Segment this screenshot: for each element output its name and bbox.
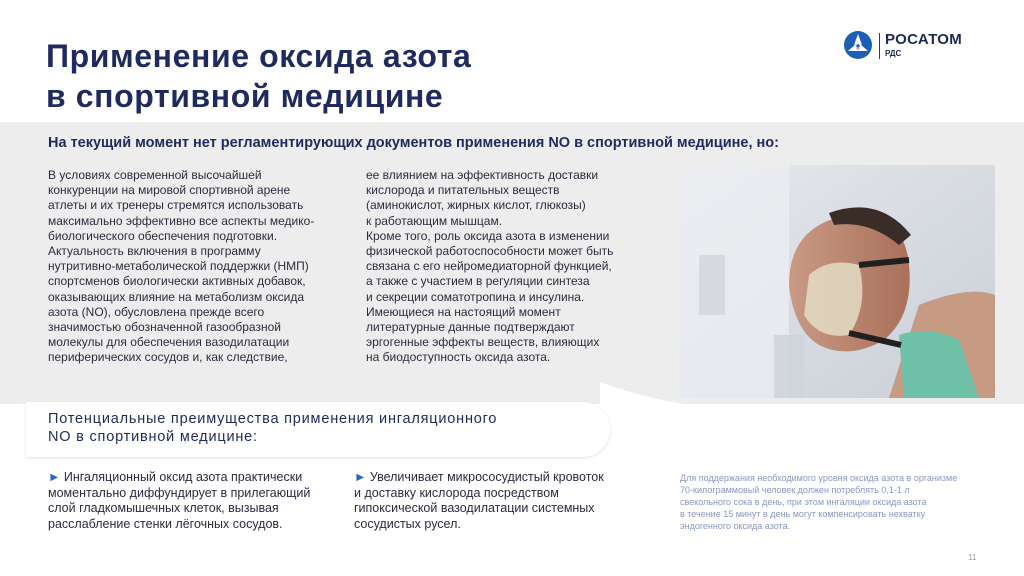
- note-line-1: Для поддержания необходимого уровня оксида азота в организме: [680, 473, 958, 483]
- left-line-7: нутритивно-метаболической поддержки (НМП): [48, 259, 309, 274]
- rosatom-logo: [843, 30, 993, 70]
- note-line-4: в течение 15 минут в день могут компенсировать нехватку: [680, 509, 926, 519]
- benefit-bullet-2: [354, 470, 604, 532]
- title-line-1: Применение оксида азота: [46, 38, 472, 74]
- text-column-left: [48, 168, 314, 366]
- mid-line-9: и секреции соматотропина и инсулина.: [366, 289, 585, 304]
- athlete-photo-illustration: [679, 165, 995, 398]
- left-line-1: В условиях современной высочайшей: [48, 168, 262, 182]
- left-line-12: молекулы для обеспечения вазодилатации: [48, 335, 290, 350]
- mid-line-7: связана с его нейромедиаторной функцией,: [366, 259, 612, 274]
- bullet-1-line-1: Ингаляционный оксид азота практически: [63, 470, 303, 484]
- bullet-2-line-4: сосудистых русел.: [354, 516, 461, 531]
- bullet-arrow-icon: ►: [354, 470, 367, 484]
- bullet-1-line-3: слой гладкомышечных клеток, вызывая: [48, 501, 279, 516]
- left-line-9: оказывающих влияние на метаболизм оксида: [48, 289, 305, 304]
- title-line-2: в спортивной медицине: [46, 78, 444, 114]
- page-title: [46, 36, 471, 116]
- mid-line-6: физической работоспособности может быть: [366, 244, 614, 259]
- athlete-breathing-mask-photo: [679, 165, 995, 398]
- note-line-2: 70-килограммовый человек должен потреблять 0,1-1 л: [680, 485, 910, 495]
- page-number: 11: [968, 553, 977, 562]
- mid-line-11: литературные данные подтверждают: [366, 320, 575, 335]
- logo-subtitle: РДС: [885, 49, 902, 58]
- left-line-5: биологического обеспечения подготовки.: [48, 228, 278, 243]
- bullet-1-line-4: расслабление стенки лёгочных сосудов.: [48, 516, 283, 531]
- mid-line-10: Имеющиеся на настоящий момент: [366, 304, 561, 319]
- text-column-middle: [366, 168, 613, 366]
- left-line-10: азота (NO), обусловлена прежде всего: [48, 304, 265, 319]
- left-line-6: Актуальность включения в программу: [48, 244, 261, 259]
- mid-line-4: к работающим мышцам.: [366, 213, 503, 228]
- left-line-13: периферических сосудов и, как следствие,: [48, 350, 288, 365]
- left-line-4: максимально эффективно все аспекты медико-: [48, 213, 315, 228]
- logo-name: РОСАТОМ: [885, 31, 963, 48]
- note-line-3: свекольного сока в день, при этом ингаляции оксида азота: [680, 497, 927, 507]
- mid-line-8: а также с участием в регуляции синтеза: [366, 274, 590, 289]
- mid-line-3: (аминокислот, жирных кислот, глюкозы): [366, 198, 586, 213]
- bullet-2-line-1: Увеличивает микрососудистый кровоток: [369, 470, 604, 484]
- mid-line-2: кислорода и питательных веществ: [366, 183, 560, 198]
- left-line-11: значимостью обозначенной газообразной: [48, 320, 281, 335]
- rosatom-atom-icon: [843, 30, 873, 60]
- mid-line-5: Кроме того, роль оксида азота в изменении: [366, 228, 610, 243]
- footnote: [680, 472, 957, 532]
- mid-line-13: на биодоступность оксида азота.: [366, 350, 551, 365]
- mid-line-12: эргогенные эффекты веществ, влияющих: [366, 335, 600, 350]
- benefits-heading-line-2: NO в спортивной медицине:: [48, 429, 258, 445]
- logo-divider: [879, 33, 880, 59]
- bullet-arrow-icon: ►: [48, 470, 61, 484]
- section-subtitle: На текущий момент нет регламентирующих документов применения NO в спортивной медицине, но:: [48, 135, 779, 151]
- slide-header: [0, 0, 1024, 134]
- note-line-5: эндогенного оксида азота.: [680, 521, 791, 531]
- left-line-8: спортсменов биологически активных добавок,: [48, 274, 306, 289]
- mid-line-1: ее влиянием на эффективность доставки: [366, 168, 599, 182]
- bullet-2-line-3: гипоксической вазодилатации системных: [354, 501, 595, 516]
- bullet-1-line-2: моментально диффундирует в прилегающий: [48, 485, 311, 500]
- benefits-heading: [48, 410, 497, 446]
- benefit-bullet-1: [48, 470, 310, 532]
- left-line-2: конкуренции на мировой спортивной арене: [48, 183, 291, 198]
- left-line-3: атлеты и их тренеры стремятся использовать: [48, 198, 304, 213]
- benefits-heading-line-1: Потенциальные преимущества применения ингаляционного: [48, 411, 498, 427]
- bullet-2-line-2: и доставку кислорода посредством: [354, 485, 559, 500]
